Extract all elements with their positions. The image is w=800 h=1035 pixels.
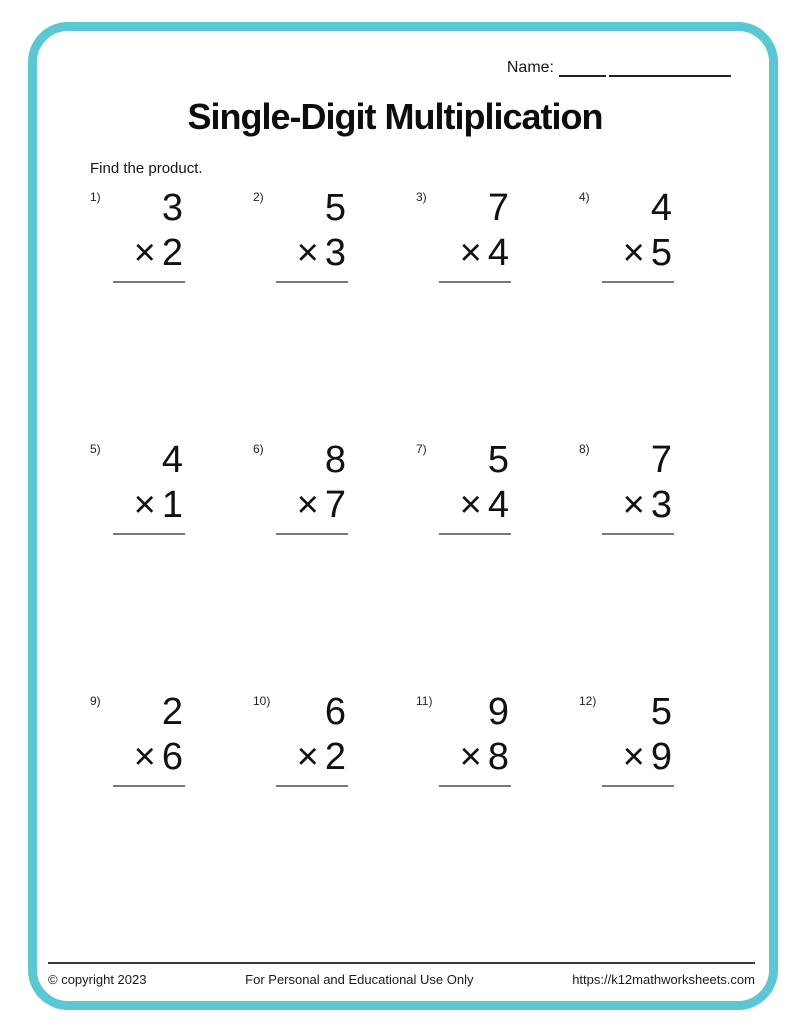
multiplier: 3 — [324, 232, 346, 274]
multiplier: 4 — [487, 232, 509, 274]
problem-1 — [90, 186, 183, 438]
problem-number: 10) — [253, 694, 271, 708]
multiplicand: 5 — [487, 439, 509, 481]
name-blank-line — [609, 58, 731, 77]
answer-line — [439, 533, 511, 535]
multiplier: 5 — [650, 232, 672, 274]
copyright-text: © copyright 2023 — [48, 972, 147, 987]
answer-line — [276, 281, 348, 283]
multiplier: 2 — [161, 232, 183, 274]
multiply-sign: × — [622, 484, 645, 526]
answer-line — [113, 785, 185, 787]
multiplier: 7 — [324, 484, 346, 526]
name-blank-line — [559, 58, 606, 77]
answer-line — [602, 785, 674, 787]
multiplier: 9 — [650, 736, 672, 778]
multiply-sign: × — [296, 232, 319, 274]
problem-4 — [579, 186, 672, 438]
multiplicand: 4 — [161, 439, 183, 481]
multiplicand: 5 — [324, 187, 346, 229]
problem-number: 12) — [579, 694, 597, 708]
multiplier: 1 — [161, 484, 183, 526]
problem-7 — [416, 438, 509, 690]
answer-line — [113, 533, 185, 535]
problem-2 — [253, 186, 346, 438]
answer-line — [276, 533, 348, 535]
multiplicand: 6 — [324, 691, 346, 733]
name-field — [507, 58, 731, 77]
problem-number: 4) — [579, 190, 590, 204]
multiplicand: 7 — [487, 187, 509, 229]
problem-5 — [90, 438, 183, 690]
multiply-sign: × — [622, 736, 645, 778]
multiplier: 4 — [487, 484, 509, 526]
multiplicand: 7 — [650, 439, 672, 481]
multiplier: 3 — [650, 484, 672, 526]
multiply-sign: × — [459, 232, 482, 274]
footer — [48, 962, 755, 987]
problem-12 — [579, 690, 672, 942]
problem-number: 1) — [90, 190, 101, 204]
multiply-sign: × — [296, 484, 319, 526]
answer-line — [439, 785, 511, 787]
problem-number: 6) — [253, 442, 264, 456]
multiply-sign: × — [459, 736, 482, 778]
problem-10 — [253, 690, 346, 942]
problem-number: 7) — [416, 442, 427, 456]
problem-number: 11) — [416, 694, 433, 708]
multiplicand: 5 — [650, 691, 672, 733]
multiplicand: 3 — [161, 187, 183, 229]
multiplier: 6 — [161, 736, 183, 778]
multiplier: 8 — [487, 736, 509, 778]
problem-number: 5) — [90, 442, 101, 456]
instruction-text: Find the product. — [90, 160, 203, 177]
multiply-sign: × — [133, 232, 156, 274]
multiply-sign: × — [296, 736, 319, 778]
page-title: Single-Digit Multiplication — [187, 96, 603, 137]
multiplicand: 8 — [324, 439, 346, 481]
problem-number: 8) — [579, 442, 590, 456]
problem-11 — [416, 690, 509, 942]
answer-line — [602, 533, 674, 535]
multiplicand: 2 — [161, 691, 183, 733]
problem-3 — [416, 186, 509, 438]
answer-line — [439, 281, 511, 283]
problem-number: 9) — [90, 694, 101, 708]
multiplier: 2 — [324, 736, 346, 778]
multiplicand: 9 — [487, 691, 509, 733]
website-url: https://k12mathworksheets.com — [572, 972, 755, 987]
multiply-sign: × — [133, 736, 156, 778]
problem-8 — [579, 438, 672, 690]
problem-number: 3) — [416, 190, 427, 204]
usage-text: For Personal and Educational Use Only — [245, 972, 474, 987]
answer-line — [113, 281, 185, 283]
multiply-sign: × — [133, 484, 156, 526]
problem-9 — [90, 690, 183, 942]
problem-6 — [253, 438, 346, 690]
multiply-sign: × — [459, 484, 482, 526]
name-label: Name: — [506, 59, 554, 76]
problem-number: 2) — [253, 190, 264, 204]
answer-line — [276, 785, 348, 787]
problems-grid — [90, 186, 742, 942]
multiply-sign: × — [622, 232, 645, 274]
answer-line — [602, 281, 674, 283]
multiplicand: 4 — [650, 187, 672, 229]
